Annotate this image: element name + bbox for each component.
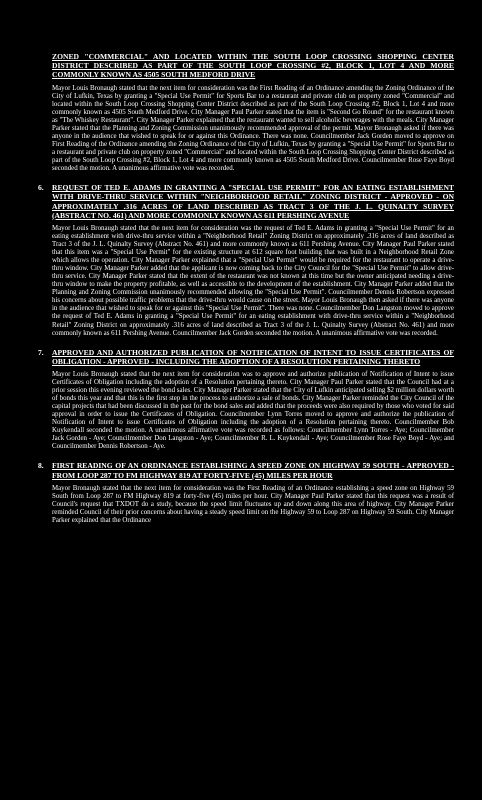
agenda-item-continued bbox=[38, 52, 454, 173]
agenda-item-8 bbox=[38, 461, 454, 525]
item-heading: REQUEST OF TED E. ADAMS IN GRANTING A "SPECIAL USE PERMIT" FOR AN EATING ESTABLISHMENT WITH DRIVE-THRU SERVICE WITHIN "NEIGHBORHOOD RETAIL" ZONING DISTRICT - APPROVED - ON APPROXIMATELY .316 ACRES OF LAND DESCRIBED AS TRACT 3 OF THE J. L. QUINALTY SURVEY (ABSTRACT NO. 461) AND MORE COMMONLY KNOWN AS 611 PERSHING AVENUE bbox=[52, 183, 454, 220]
item-number: 8. bbox=[38, 461, 44, 471]
item-heading: FIRST READING OF AN ORDINANCE ESTABLISHING A SPEED ZONE ON HIGHWAY 59 SOUTH - APPROVED - FROM LOOP 287 TO FM HIGHWAY 819 AT FORTY-FIVE (45) MILES PER HOUR bbox=[52, 461, 454, 480]
agenda-item-6 bbox=[38, 183, 454, 337]
item-number: 7. bbox=[38, 347, 44, 357]
item-paragraph: Mayor Louis Bronaugh stated that the next item for consideration was to approve and authorize publication of Notification of Intent to issue Certificates of Obligation including the adoption of a Resolution pertaining thereto. City Manager Paul Parker stated that the Council had at a prior session this evening reviewed the bond sales. City Manager Parker stated that the City of Lufkin anticipated selling $2 million dollars worth of bonds this year and that this is the first step in the process to authorize a sale of bonds. City Manager Parker reminded the City Council of the capital projects that had been discussed in the past for the bond sales and added that the proceeds were also required by those who voted for said approval in order to issue the Certificates of Obligation. Councilmember Lynn Torres moved to approve and authorize the publication of Notification of Intent to issue Certificates of Obligation including the adoption of a Resolution pertaining thereto. Councilmember Bob Kuykendall seconded the motion. A unanimous affirmative vote was recorded as follows: Councilmember Lynn Torres - Aye; Councilmember Jack Gorden - Aye; Councilmember Don Langston - Aye; Councilmember R. L. Kuykendall - Aye; Councilmember Rose Faye Boyd - Aye; and Councilmember Dennis Robertson - Aye. bbox=[52, 371, 454, 451]
item-number: 6. bbox=[38, 183, 44, 193]
item-heading: APPROVED AND AUTHORIZED PUBLICATION OF NOTIFICATION OF INTENT TO ISSUE CERTIFICATES OF OBLIGATION - APPROVED - INCLUDING THE ADOPTION OF A RESOLUTION PERTAINING THERETO bbox=[52, 347, 454, 366]
item-paragraph: Mayor Louis Bronaugh stated that the next item for consideration was the request of Ted E. Adams in granting a "Special Use Permit" for an eating establishment with drive-thru service within a "Neighborhood Retail" Zoning District on approximately .316 acres of land described as Tract 3 of the J. L. Quinalty Survey (Abstract No. 461) and more commonly known as 611 Pershing Avenue. City Manager Paul Parker stated that this item was a "Special Use Permit" for the existing structure at 612 square foot building that was built in a Neighborhood Retail Zone which allows the operation. City Manager Parker explained that a "Special Use Permit" would be required for the restaurant to operate a drive-thru window. City Manager Parker added that the applicant is now coming back to the City Council for the "Special Use Permit" to allow drive-thru service. City Manager Parker stated that the extent of the restaurant was not known at this time but the owner anticipated needing a drive-thru window to make the property profitable, as well as accessible to the development of the establishment. City Manager Parker added that the Planning and Zoning Commission unanimously recommended allowing the "Special Use Permit". Councilmember Dennis Robertson expressed his concerns about possible traffic problems that the drive-thru would cause on the street. Mayor Louis Bronaugh then asked if there was anyone in the audience that wished to speak for or against this "Special Use Permit". There was none. Councilmember Don Langston moved to approve the request of Ted E. Adams in granting a "Special Use Permit" for an eating establishment with drive-thru service within a "Neighborhood Retail" Zoning District on approximately .316 acres of land described as Tract 3 of the J. L. Quinalty Survey (Abstract No. 461) and more commonly known as 611 Pershing Avenue. Councilmember Jack Gorden seconded the motion. A unanimous affirmative vote was recorded. bbox=[52, 224, 454, 337]
item-heading: ZONED "COMMERCIAL" AND LOCATED WITHIN THE SOUTH LOOP CROSSING SHOPPING CENTER DISTRICT DESCRIBED AS PART OF THE SOUTH LOOP CROSSING #2, BLOCK 1, LOT 4 AND MORE COMMONLY KNOWN AS 4505 SOUTH MEDFORD DRIVE bbox=[52, 52, 454, 80]
item-paragraph: Mayor Bronaugh stated that the next item for consideration was the First Reading of an Ordinance establishing a speed zone on Highway 59 South from Loop 287 to FM Highway 819 at forty-five (45) miles per hour. City Manager Paul Parker stated that this request was a result of Council's request that TXDOT do a study, because the speed limit fluctuates up and down along this area of highway. City Manager Parker reminded Council of their prior concerns about having a steady speed limit on the Highway 59 to Loop 287 on Highway 59 South. City Manager Parker explained that the Ordinance bbox=[52, 484, 454, 525]
item-paragraph: Mayor Louis Bronaugh stated that the next item for consideration was the First Reading of an Ordinance amending the Zoning Ordinance of the City of Lufkin, Texas by granting a "Special Use Permit" for Sports Bar to a restaurant and private club on property zoned "Commercial" and located within the South Loop Crossing Shopping Center District described as part of the South Loop Crossing #2, Block 1, Lot 4 and more commonly known as 4505 South Medford Drive. City Manager Paul Parker stated that the item is "Second Go Round" for the restaurant known as "The Whiskey Restaurant". City Manager Parker explained that the restaurant wanted to sell alcoholic beverages with the meals. City Manager Parker stated that the Planning and Zoning Commission unanimously recommended approval of the permit. Mayor Bronaugh asked if there was anyone in the audience that wished to speak for or against this Ordinance. There was none. Councilmember Jack Gorden moved to approve on First Reading of the Ordinance amending the Zoning Ordinance of the City of Lufkin, Texas by granting a "Special Use Permit" for Sports Bar to a restaurant and private club on property zoned "Commercial" and located within the South Loop Crossing Shopping Center District described as part of the South Loop Crossing #2, Block 1, Lot 4 and more commonly known as 4505 South Medford Drive. Councilmember Rose Faye Boyd seconded the motion. A unanimous affirmative vote was recorded. bbox=[52, 84, 454, 173]
agenda-item-7 bbox=[38, 348, 454, 452]
